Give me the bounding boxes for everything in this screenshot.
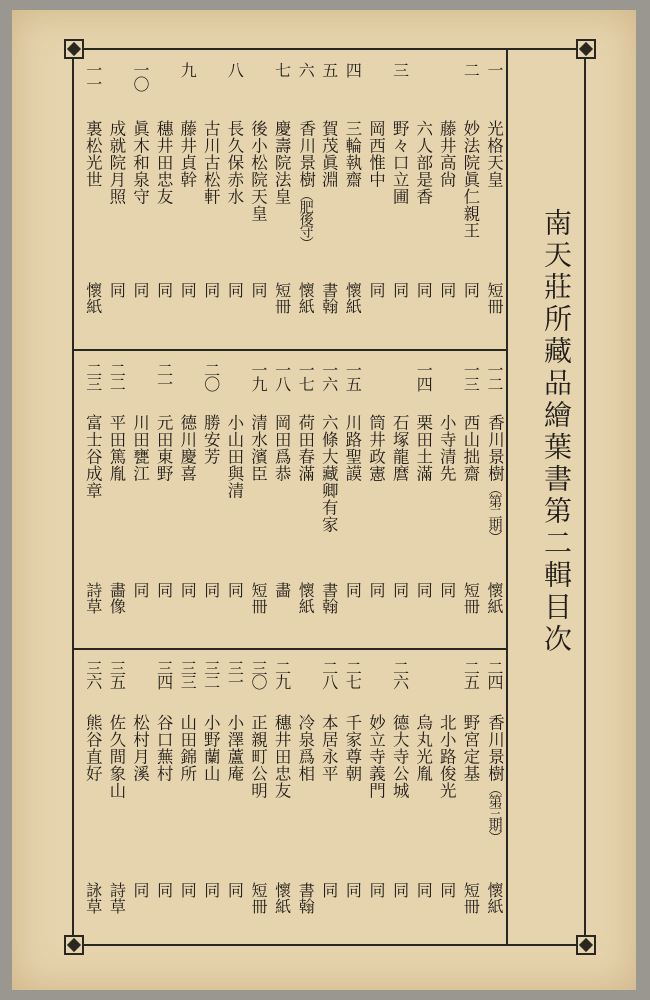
entry-number: 七 bbox=[272, 62, 292, 76]
entry-name bbox=[108, 414, 125, 482]
corner-ornament-bottom-left bbox=[64, 935, 84, 955]
entry-name bbox=[84, 714, 101, 782]
entry-format: 懷紙 bbox=[485, 582, 504, 614]
entry-format: 書翰 bbox=[296, 882, 316, 914]
entry-number: 二〇 bbox=[201, 362, 221, 390]
entry-number: 一一 bbox=[83, 62, 103, 90]
entry-format: 畵像 bbox=[107, 582, 127, 614]
entry-format: 同 bbox=[154, 582, 174, 598]
entry-name bbox=[84, 414, 101, 499]
entry-number: 一五 bbox=[343, 362, 363, 390]
entry-name bbox=[415, 414, 432, 482]
entry-number: 二八 bbox=[319, 660, 339, 688]
entry-format: 同 bbox=[131, 282, 150, 298]
entry-format: 詠草 bbox=[83, 882, 103, 914]
entry-format: 同 bbox=[343, 882, 363, 898]
entry-name-text: 六人部是香 bbox=[413, 120, 433, 205]
entry-format: 同 bbox=[178, 882, 198, 898]
entry-format: 詩草 bbox=[107, 882, 127, 914]
entry-format: 同 bbox=[414, 282, 434, 298]
entry-name-text: 賀茂眞淵 bbox=[319, 120, 339, 188]
entry-name-text: 六條大藏卿有家 bbox=[319, 414, 339, 533]
entry-format: 同 bbox=[461, 282, 481, 298]
entry-format: 同 bbox=[201, 282, 221, 298]
entry-name-text: 佐久間象山 bbox=[106, 714, 126, 799]
entry-note: （肥後守） bbox=[297, 188, 314, 248]
entry-name-text: 本居永平 bbox=[319, 714, 339, 782]
entry-name bbox=[297, 714, 314, 782]
entry-name bbox=[132, 120, 149, 205]
entry-format: 書翰 bbox=[319, 582, 339, 614]
entry-number: 一三 bbox=[461, 362, 481, 390]
entry-format: 同 bbox=[131, 582, 150, 598]
entry-name-text: 川路聖謨 bbox=[342, 414, 362, 482]
entry-name bbox=[84, 120, 101, 188]
entry-number: 一四 bbox=[414, 362, 434, 390]
entry-name bbox=[202, 414, 219, 465]
entry-format: 同 bbox=[367, 882, 386, 898]
entry-name-text: 烏丸光胤 bbox=[413, 714, 433, 782]
entry-name bbox=[486, 714, 504, 842]
entry-name-text: 冷泉爲相 bbox=[295, 714, 315, 782]
entry-format: 同 bbox=[178, 282, 198, 298]
entry-name-text: 三輪執齋 bbox=[342, 120, 362, 188]
entry-name bbox=[155, 120, 172, 205]
entry-name-text: 眞木和泉守 bbox=[130, 120, 150, 205]
entry-format: 同 bbox=[437, 882, 457, 898]
entry-format: 短冊 bbox=[272, 282, 292, 314]
entry-name bbox=[368, 120, 385, 188]
entry-name bbox=[368, 714, 385, 799]
entry-number: 一 bbox=[485, 62, 504, 76]
entry-name-text: 石塚龍麿 bbox=[390, 414, 410, 482]
entry-name bbox=[462, 120, 479, 239]
entry-format: 同 bbox=[414, 582, 434, 598]
entry-number: 二六 bbox=[390, 660, 410, 688]
entry-format: 短冊 bbox=[485, 282, 504, 314]
entry-name-text: 妙立寺義門 bbox=[366, 714, 386, 799]
entry-format: 同 bbox=[414, 882, 434, 898]
entry-name bbox=[344, 120, 361, 188]
entry-name bbox=[273, 120, 290, 205]
entry-name-text: 荷田春滿 bbox=[295, 414, 315, 482]
entry-format: 同 bbox=[390, 582, 410, 598]
entry-format: 同 bbox=[225, 882, 245, 898]
entry-name-text: 正親町公明 bbox=[248, 714, 268, 799]
entry-number: 二四 bbox=[485, 660, 504, 688]
entry-name-text: 千家尊朝 bbox=[342, 714, 362, 782]
entry-number: 三二 bbox=[201, 660, 221, 688]
entry-format: 同 bbox=[319, 882, 339, 898]
entry-name-text: 谷口蕪村 bbox=[154, 714, 174, 782]
entry-number: 二一 bbox=[154, 362, 174, 390]
entry-name-text: 川田甕江 bbox=[130, 414, 150, 482]
entry-name-text: 富士谷成章 bbox=[83, 414, 103, 499]
entry-name-text: 長久保赤水 bbox=[224, 120, 244, 205]
corner-ornament-top-left bbox=[64, 39, 84, 59]
entry-name bbox=[250, 714, 267, 799]
entry-name bbox=[132, 714, 149, 782]
entry-name-text: 藤井高尙 bbox=[437, 120, 457, 188]
entry-name bbox=[344, 414, 361, 482]
entry-name bbox=[391, 714, 408, 799]
entry-name-text: 穗井田忠友 bbox=[272, 714, 292, 799]
entry-name-text: 藤井貞幹 bbox=[177, 120, 197, 188]
entry-name-text: 成就院月照 bbox=[106, 120, 126, 205]
entry-number: 三三 bbox=[178, 660, 198, 688]
entry-number: 八 bbox=[225, 62, 245, 76]
entry-name bbox=[320, 714, 337, 782]
entry-format: 懷紙 bbox=[296, 282, 316, 314]
section-divider-2 bbox=[74, 648, 506, 650]
entry-name bbox=[344, 714, 361, 782]
entry-name bbox=[179, 414, 196, 482]
entry-name bbox=[250, 120, 267, 222]
entry-name-text: 裏松光世 bbox=[83, 120, 103, 188]
entry-name bbox=[438, 714, 455, 799]
entry-format: 同 bbox=[249, 282, 268, 298]
entry-name bbox=[438, 120, 455, 188]
entry-number: 一二 bbox=[485, 362, 504, 390]
entry-number: 一六 bbox=[319, 362, 339, 390]
entry-note: （第三期） bbox=[486, 782, 503, 842]
entry-number: 三五 bbox=[107, 660, 127, 688]
entry-name-text: 岡西惟中 bbox=[366, 120, 386, 188]
entry-name bbox=[226, 414, 243, 499]
entry-format: 同 bbox=[225, 582, 245, 598]
entry-name-text: 栗田土滿 bbox=[413, 414, 433, 482]
entry-format: 同 bbox=[437, 582, 457, 598]
entry-number: 三〇 bbox=[249, 660, 268, 688]
entry-number: 一〇 bbox=[131, 62, 150, 90]
entry-number: 二五 bbox=[461, 660, 481, 688]
entry-format: 同 bbox=[154, 282, 174, 298]
entry-format: 短冊 bbox=[249, 882, 268, 914]
entry-name bbox=[179, 120, 196, 188]
entry-name-text: 岡田爲恭 bbox=[272, 414, 292, 482]
entry-format: 書翰 bbox=[319, 282, 339, 314]
entry-number: 二九 bbox=[272, 660, 292, 688]
entry-name-text: 小澤蘆庵 bbox=[224, 714, 244, 782]
entry-format: 短冊 bbox=[249, 582, 268, 614]
entry-format: 懷紙 bbox=[296, 582, 316, 614]
entry-number: 二三 bbox=[83, 362, 103, 390]
entry-format: 同 bbox=[154, 882, 174, 898]
entry-format: 同 bbox=[201, 582, 221, 598]
entry-name-text: 穗井田忠友 bbox=[154, 120, 174, 205]
entry-number: 五 bbox=[319, 62, 339, 76]
entry-name bbox=[155, 414, 172, 482]
entry-name-text: 妙法院眞仁親王 bbox=[460, 120, 480, 239]
entry-format: 同 bbox=[390, 282, 410, 298]
entry-name-text: 慶壽院法皇 bbox=[272, 120, 292, 205]
entry-format: 懷紙 bbox=[83, 282, 103, 314]
entry-name-text: 西山拙齋 bbox=[460, 414, 480, 482]
entry-name bbox=[155, 714, 172, 782]
entry-name bbox=[226, 714, 243, 782]
entry-number: 一九 bbox=[249, 362, 268, 390]
entry-number: 九 bbox=[178, 62, 198, 76]
entry-name-text: 香川景樹 bbox=[485, 714, 505, 782]
entry-name bbox=[391, 414, 408, 482]
entry-name bbox=[486, 120, 503, 188]
entry-number: 一七 bbox=[296, 362, 316, 390]
entry-name bbox=[391, 120, 408, 205]
entry-name-text: 香川景樹 bbox=[485, 414, 505, 482]
entry-number: 二二 bbox=[107, 362, 127, 390]
entry-name-text: 清水濱臣 bbox=[248, 414, 268, 482]
entry-format: 同 bbox=[367, 282, 386, 298]
entry-name-text: 後小松院天皇 bbox=[248, 120, 268, 222]
entry-name bbox=[462, 414, 479, 482]
entry-format: 短冊 bbox=[461, 882, 481, 914]
entry-name bbox=[368, 414, 385, 482]
entry-name bbox=[202, 714, 219, 782]
entry-format: 懷紙 bbox=[272, 882, 292, 914]
entry-number: 六 bbox=[296, 62, 316, 76]
corner-ornament-top-right bbox=[576, 39, 596, 59]
entry-number: 二七 bbox=[343, 660, 363, 688]
entry-name-text: 熊谷直好 bbox=[83, 714, 103, 782]
column-divider bbox=[506, 48, 508, 946]
entry-name bbox=[226, 120, 243, 205]
entry-name bbox=[486, 414, 504, 542]
entry-number: 三四 bbox=[154, 660, 174, 688]
entry-name bbox=[202, 120, 219, 205]
postcard bbox=[12, 10, 636, 990]
corner-ornament-bottom-right bbox=[576, 935, 596, 955]
entry-name bbox=[273, 714, 290, 799]
entry-name-text: 古川古松軒 bbox=[201, 120, 221, 205]
entry-format: 同 bbox=[367, 582, 386, 598]
page-title: 南天莊所藏品繪葉書第二輯目次 bbox=[540, 208, 573, 656]
entry-number: 三六 bbox=[83, 660, 103, 688]
entry-name-text: 北小路俊光 bbox=[437, 714, 457, 799]
entry-format: 同 bbox=[178, 582, 198, 598]
entry-format: 同 bbox=[437, 282, 457, 298]
entry-name-text: 筒井政憲 bbox=[366, 414, 386, 482]
entry-name-text: 小野蘭山 bbox=[201, 714, 221, 782]
entry-format: 同 bbox=[343, 582, 363, 598]
frame-top bbox=[72, 48, 586, 50]
entry-format: 懷紙 bbox=[485, 882, 504, 914]
section-divider-1 bbox=[74, 349, 506, 351]
entry-name-text: 光格天皇 bbox=[484, 120, 504, 188]
entry-name bbox=[297, 120, 315, 248]
entry-name bbox=[415, 120, 432, 205]
entry-name bbox=[320, 120, 337, 188]
entry-name bbox=[462, 714, 479, 782]
entry-name-text: 山田錦所 bbox=[177, 714, 197, 782]
entry-format: 同 bbox=[107, 282, 127, 298]
entry-name bbox=[179, 714, 196, 782]
entry-name-text: 平田篤胤 bbox=[106, 414, 126, 482]
entry-note: （第二期） bbox=[486, 482, 503, 542]
entry-name bbox=[273, 414, 290, 482]
entry-name-text: 德川慶喜 bbox=[177, 414, 197, 482]
entry-name bbox=[250, 414, 267, 482]
entry-name-text: 野宮定基 bbox=[460, 714, 480, 782]
entry-name bbox=[438, 414, 455, 482]
entry-name-text: 德大寺公城 bbox=[390, 714, 410, 799]
entry-name bbox=[297, 414, 314, 482]
entry-name bbox=[132, 414, 149, 482]
entry-name bbox=[320, 414, 337, 533]
entry-name-text: 野々口立圃 bbox=[390, 120, 410, 205]
entry-format: 同 bbox=[201, 882, 221, 898]
entry-name bbox=[108, 714, 125, 799]
entry-format: 短冊 bbox=[461, 582, 481, 614]
entry-format: 同 bbox=[131, 882, 150, 898]
entry-name bbox=[415, 714, 432, 782]
frame-bottom bbox=[72, 944, 586, 946]
entry-number: 三一 bbox=[225, 660, 245, 688]
entry-name-text: 元田東野 bbox=[154, 414, 174, 482]
entry-number: 四 bbox=[343, 62, 363, 76]
frame-right bbox=[584, 48, 586, 946]
entry-number: 二 bbox=[461, 62, 481, 76]
entry-name-text: 小山田與清 bbox=[224, 414, 244, 499]
entry-name bbox=[108, 120, 125, 205]
entry-number: 一八 bbox=[272, 362, 292, 390]
entry-name-text: 小寺清先 bbox=[437, 414, 457, 482]
entry-name-text: 勝安芳 bbox=[201, 414, 221, 465]
frame-left bbox=[72, 48, 74, 946]
entry-format: 同 bbox=[390, 882, 410, 898]
entry-format: 詩草 bbox=[83, 582, 103, 614]
entry-name-text: 香川景樹 bbox=[296, 120, 316, 188]
entry-format: 懷紙 bbox=[343, 282, 363, 314]
entry-name-text: 松村月溪 bbox=[130, 714, 150, 782]
entry-format: 畵 bbox=[272, 582, 292, 598]
entry-number: 三 bbox=[390, 62, 410, 76]
entry-format: 同 bbox=[225, 282, 245, 298]
